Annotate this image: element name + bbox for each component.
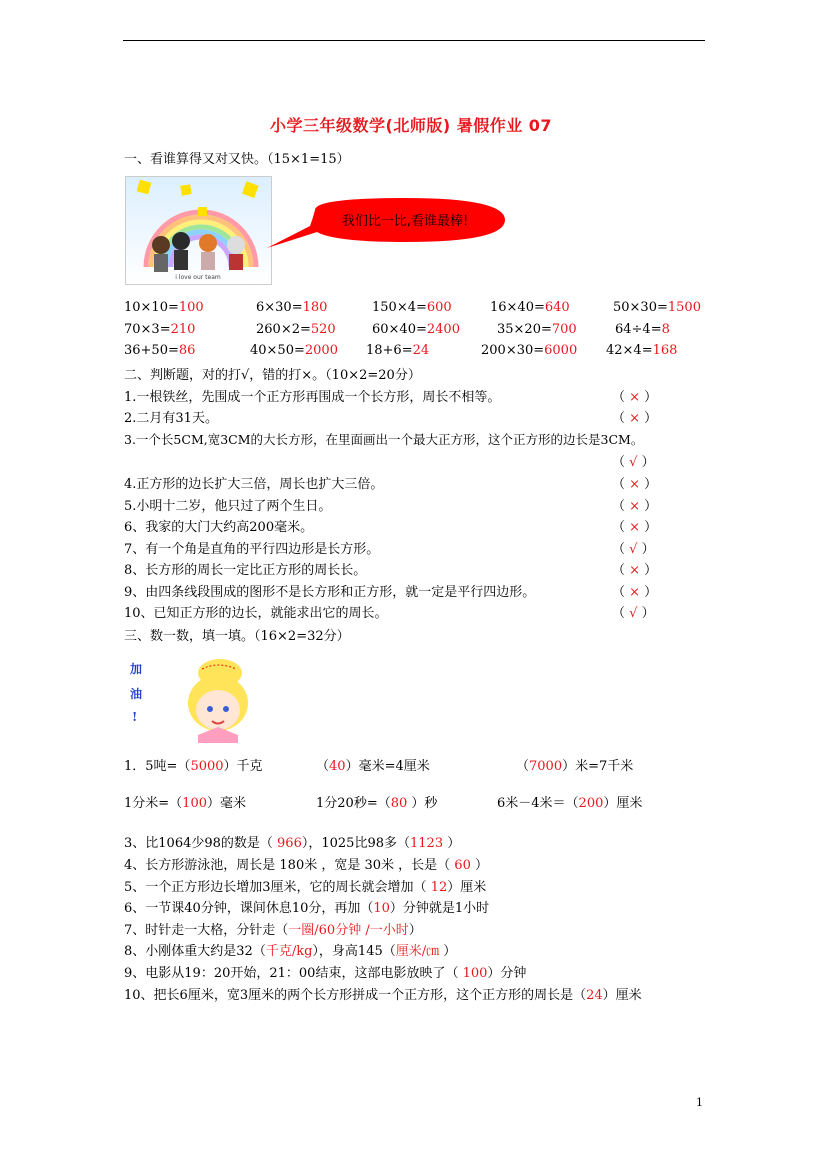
judge-answer: （ × ）	[612, 585, 658, 600]
cheer-char: 油	[130, 687, 143, 701]
judge-answer: （ × ）	[612, 390, 658, 405]
girl-illustration	[178, 655, 258, 745]
page-number: 1	[696, 1096, 703, 1109]
fill-item: （40）毫米=4厘米	[316, 759, 430, 774]
calc-item: 260×2=520	[256, 322, 336, 337]
section3-heading: 三、数一数，填一填。（16×2=32分）	[124, 629, 350, 644]
judge-answer: （ × ）	[612, 563, 658, 578]
page-title: 小学三年级数学(北师版) 暑假作业 07	[270, 116, 553, 135]
cheer-char: !	[132, 710, 138, 724]
judge-question: 8、长方形的周长一定比正方形的周长长。	[124, 563, 367, 578]
question-10: 10、把长6厘米，宽3厘米的两个长方形拼成一个正方形，这个正方形的周长是（24）厘米	[124, 988, 642, 1003]
question-4: 4、长方形游泳池，周长是 180米 ，宽是 30米 ，长是（ 60 ）	[124, 858, 488, 873]
question-8: 8、小刚体重大约是32（千克/kg），身高145（厘米/㎝ ）	[124, 944, 457, 959]
rainbow-kids-picture	[125, 176, 272, 285]
question-6: 6、一节课40分钟，课间休息10分，再加（10）分钟就是1小时	[124, 901, 490, 916]
calc-item: 40×50=2000	[250, 343, 338, 358]
fill-item: 6米－4米＝（200）厘米	[497, 796, 643, 811]
judge-question: 3.一个长5CM,宽3CM的大长方形，在里面画出一个最大正方形，这个正方形的边长是3CM。	[124, 432, 644, 447]
fill-item: 1．5吨=（5000）千克	[124, 759, 263, 774]
judge-answer: （ × ）	[612, 499, 658, 514]
calc-item: 18+6=24	[366, 343, 430, 358]
judge-question: 10、已知正方形的边长，就能求出它的周长。	[124, 606, 388, 621]
header-rule	[123, 40, 705, 41]
judge-question: 4.正方形的边长扩大三倍，周长也扩大三倍。	[124, 477, 384, 492]
calc-item: 6×30=180	[256, 300, 328, 315]
calc-item: 200×30=6000	[481, 343, 578, 358]
question-7: 7、时针走一大格，分针走（一圈/60分钟 /一小时）	[124, 923, 422, 938]
cheer-girl-picture	[128, 655, 258, 745]
calc-item: 50×30=1500	[613, 300, 701, 315]
pic1-caption: i love our team	[175, 274, 221, 281]
fill-item: 1分20秒=（80 ）秒	[316, 796, 438, 811]
calc-item: 150×4=600	[372, 300, 452, 315]
judge-question: 1.一根铁丝，先围成一个正方形再围成一个长方形，周长不相等。	[124, 390, 501, 405]
fill-item: 1分米=（100）毫米	[124, 796, 247, 811]
section1-heading: 一、看谁算得又对又快。（15×1=15）	[124, 152, 350, 167]
calc-item: 60×40=2400	[372, 322, 460, 337]
judge-question: 6、我家的大门大约高200毫米。	[124, 520, 314, 535]
question-5: 5、一个正方形边长增加3厘米，它的周长就会增加（ 12）厘米	[124, 880, 487, 895]
calc-item: 35×20=700	[497, 322, 577, 337]
cheer-char: 加	[130, 662, 143, 676]
judge-answer: （ √ ）	[612, 606, 655, 621]
bubble-text: 我们比一比,看谁最棒!	[341, 214, 469, 229]
calc-item: 64÷4=8	[615, 322, 670, 337]
judge-question: 9、由四条线段围成的图形不是长方形和正方形，就一定是平行四边形。	[124, 585, 536, 600]
judge-answer: （ √ ）	[612, 542, 655, 557]
judge-answer: （ × ）	[612, 520, 658, 535]
judge-answer: （ × ）	[612, 411, 658, 426]
question-9: 9、电影从19：20开始，21：00结束，这部电影放映了（ 100）分钟	[124, 966, 527, 981]
fill-item: （7000）米=7千米	[516, 759, 634, 774]
judge-question: 5.小明十二岁，他只过了两个生日。	[124, 499, 332, 514]
calc-item: 10×10=100	[124, 300, 204, 315]
calc-item: 36+50=86	[124, 343, 196, 358]
section2-heading: 二、判断题，对的打√，错的打×。（10×2=20分）	[124, 368, 421, 383]
judge-answer: （ √ ）	[612, 455, 655, 470]
judge-question: 2.二月有31天。	[124, 411, 218, 426]
calc-item: 70×3=210	[124, 322, 196, 337]
calc-item: 16×40=640	[490, 300, 570, 315]
question-3: 3、比1064少98的数是（ 966），1025比98多（1123 ）	[124, 836, 461, 851]
speech-bubble	[255, 196, 515, 252]
judge-answer: （ × ）	[612, 477, 658, 492]
judge-question: 7、有一个角是直角的平行四边形是长方形。	[124, 542, 380, 557]
calc-item: 42×4=168	[606, 343, 678, 358]
